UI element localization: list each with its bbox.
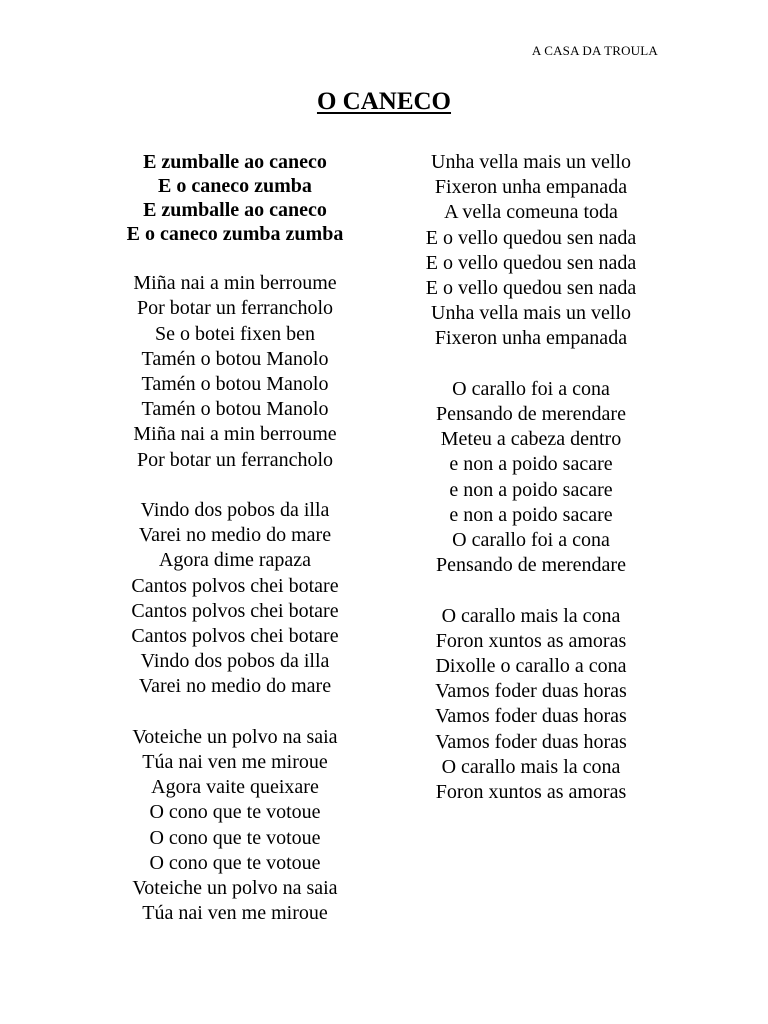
lyric-line: Se o botei fixen ben <box>155 322 315 345</box>
lyric-line: e non a poido sacare <box>449 503 613 526</box>
stanza <box>100 725 370 927</box>
lyric-line: E zumballe ao caneco <box>143 199 327 221</box>
lyric-line: Foron xuntos as amoras <box>435 629 627 652</box>
lyric-line: O carallo foi a cona <box>452 529 610 552</box>
stanza <box>100 150 370 246</box>
lyric-line: Tamén o botou Manolo <box>141 347 329 370</box>
lyric-line: Vamos foder duas horas <box>435 705 627 728</box>
stanza <box>396 604 666 806</box>
lyric-line: Túa nai ven me miroue <box>142 902 328 925</box>
lyric-line: Fixeron unha empanada <box>434 176 628 199</box>
lyric-line: O carallo foi a cona <box>452 377 610 400</box>
lyric-line: Cantos polvos chei botare <box>131 574 339 597</box>
lyric-line: Agora dime rapaza <box>158 549 312 572</box>
lyric-line: Vindo dos pobos da illa <box>140 650 330 673</box>
lyric-line: O carallo mais la cona <box>441 755 621 778</box>
lyric-line: Agora vaite queixare <box>151 776 319 799</box>
lyric-line: Por botar un ferrancholo <box>136 297 334 320</box>
lyric-line: O cono que te votoue <box>149 826 321 849</box>
lyric-line: Voteiche un polvo na saia <box>132 877 338 900</box>
stanza <box>396 377 666 579</box>
lyric-line: Tamén o botou Manolo <box>141 398 329 421</box>
lyric-line: E o vello quedou sen nada <box>425 251 637 274</box>
lyric-line: Varei no medio do mare <box>138 524 332 547</box>
lyrics-column-right <box>396 150 666 830</box>
header-label: A CASA DA TROULA <box>531 43 658 58</box>
lyric-line: Cantos polvos chei botare <box>131 599 339 622</box>
lyric-line: O carallo mais la cona <box>441 604 621 627</box>
lyric-line: Unha vella mais un vello <box>431 151 631 173</box>
lyric-line: e non a poido sacare <box>449 453 613 476</box>
lyric-line: Pensando de merendare <box>436 403 626 426</box>
lyric-line: Miña nai a min berroume <box>133 423 337 446</box>
lyric-line: Voteiche un polvo na saia <box>132 725 338 748</box>
lyric-line: Varei no medio do mare <box>138 675 332 698</box>
stanza <box>100 271 370 473</box>
lyric-line: Vamos foder duas horas <box>435 680 627 703</box>
lyric-line: Túa nai ven me miroue <box>142 751 328 774</box>
lyrics-column-left <box>100 150 370 952</box>
lyric-line: E o caneco zumba zumba <box>126 223 344 245</box>
stanza <box>100 498 370 700</box>
lyric-line: Por botar un ferrancholo <box>136 448 334 471</box>
lyric-line: Cantos polvos chei botare <box>131 625 339 648</box>
lyric-line: Unha vella mais un vello <box>431 302 631 325</box>
lyric-line: Pensando de merendare <box>436 554 626 577</box>
lyric-line: Vindo dos pobos da illa <box>140 499 330 521</box>
lyric-line: Tamén o botou Manolo <box>141 373 329 395</box>
stanza <box>396 150 666 352</box>
lyric-line: O cono que te votoue <box>149 851 321 874</box>
lyric-line: Dixolle o carallo a cona <box>435 655 627 678</box>
lyric-line: E o vello quedou sen nada <box>425 277 637 300</box>
lyric-line: E o vello quedou sen nada <box>425 226 637 249</box>
lyric-line: Foron xuntos as amoras <box>435 781 627 804</box>
lyric-line: e non a poido sacare <box>449 478 613 501</box>
lyric-line: E o caneco zumba <box>158 175 312 197</box>
lyric-line: E zumballe ao caneco <box>143 151 327 173</box>
lyric-line: Fixeron unha empanada <box>434 327 628 350</box>
lyric-line: O cono que te votoue <box>149 801 321 824</box>
page-title: O CANECO <box>316 88 452 115</box>
lyric-line: Vamos foder duas horas <box>435 730 627 753</box>
lyric-line: Meteu a cabeza dentro <box>440 428 622 451</box>
lyric-line: Miña nai a min berroume <box>133 272 337 295</box>
lyric-line: A vella comeuna toda <box>444 201 618 224</box>
